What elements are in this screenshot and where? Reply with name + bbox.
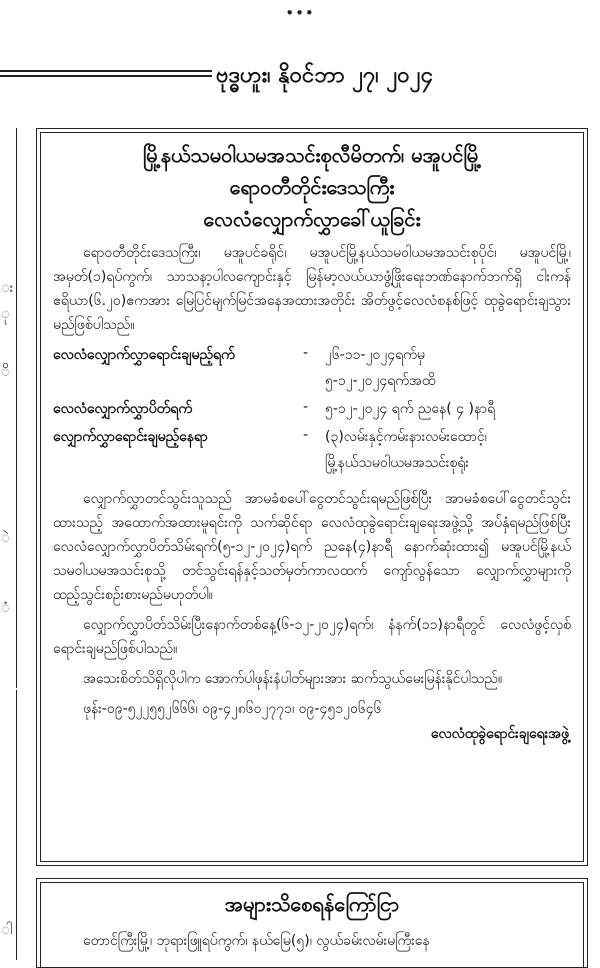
detail-label: လေလံလျှောက်လွှာရောင်းချမည့်ရက်	[53, 347, 235, 363]
detail-label: လျှောက်လွှာရောင်းချမည့်နေရာ	[53, 429, 208, 445]
left-column-fragment	[0, 690, 17, 960]
notice-title	[41, 139, 583, 235]
top-dots: •••	[285, 4, 315, 22]
left-column-fragment	[0, 128, 17, 688]
left-fragment: း	[1, 280, 14, 296]
tender-notice	[36, 128, 588, 866]
left-fragment: ု	[1, 306, 10, 322]
notice-body-paragraph: လျှောက်လွှာတင်သွင်းသူသည် အာမခံစပေါ်ငွေတင်သွင်းရမည်ဖြစ်ပြီး အာမခံစပေါ်ငွေတင်သွင်းထားသည့် အထောက်အထားမူရင်းကို သက်ဆိုင်ရာ လေလံထုခွဲရောင်းချရေးအဖွဲ့သို့ အပ်နှံရမည်ဖြစ်ပြီး လေလံလျှောက်လွှာပိတ်သိမ်းရက်(၅-၁၂-၂၀၂၄)ရက် ညနေ(၄)နာရီ နောက်ဆုံးထား၍ မအူပင်မြို့နယ်သမဝါယမအသင်းစုသို့ တင်သွင်းရန်နှင့်သတ်မှတ်ကာလထက် ကျော်လွန်သော လျှောက်လွှာများကိုထည့်သွင်းစဉ်းစားမည်မဟုတ်ပါ။	[53, 491, 571, 603]
detail-row	[53, 397, 571, 425]
header-rule	[0, 70, 212, 72]
notice-title-line: ရောဝတီတိုင်းဒေသကြီး	[229, 175, 395, 199]
notice-title-line: မြို့နယ်သမဝါယမအသင်းစုလီမိတက်၊ မအူပင်မြို့	[142, 143, 482, 167]
notice-body-paragraph: လျှောက်လွှာပိတ်သိမ်းပြီးနောက်တစ်နေ့(၆-၁၂-၂၀၂၄)ရက်၊ နံနက်(၁၁)နာရီတွင် လေလံဖွင့်လှစ် ရောင်းချမည်ဖြစ်ပါသည်။	[53, 617, 571, 657]
notice-body-paragraph: အသေးစိတ်သိရှိလိုပါက အောက်ပါဖုန်းနံပါတ်များအား ဆက်သွယ်မေးမြန်းနိုင်ပါသည်။	[83, 671, 503, 687]
header-rule	[0, 75, 212, 77]
public-notice-text: တောင်ကြီးမြို့၊ ဘုရားဖြူရပ်ကွက်၊ နယ်မြေ(၅)၊ လွယ်ခမ်းလမ်းမကြီးနေ	[83, 933, 430, 949]
contact-phones: ဖုန်း-၀၉-၅၂၂၅၅၂၆၆၆၊ ၀၉-၄၂၈၆၀၂၇၇၁၊ ၀၉-၄၅၁၂၀၆၄၆	[83, 701, 382, 717]
header-date: ဗုဒ္ဓဟူး၊ နိုဝင်ဘာ ၂၇၊ ၂၀၂၄	[216, 63, 433, 88]
detail-row	[53, 425, 571, 481]
left-fragment: ဲ	[1, 530, 10, 546]
detail-value: (၃)လမ်းနှင့်ကမ်းနားလမ်းထောင့်၊	[325, 429, 487, 445]
left-fragment: ါ	[1, 922, 13, 938]
public-notice	[36, 878, 588, 968]
left-fragment: ံ	[1, 600, 10, 616]
notice-title-line: လေလံလျှောက်လွှာခေါ်ယူခြင်း	[203, 207, 421, 231]
detail-value: ၂၆-၁၁-၂၀၂၄ရက်မှ	[325, 347, 425, 363]
notice-signature: လေလံထုခွဲရောင်းချရေးအဖွဲ့	[430, 726, 569, 742]
detail-dash: -	[303, 427, 309, 443]
detail-row	[53, 343, 571, 397]
public-notice-frame	[40, 882, 584, 967]
notice-intro: ရောဝတီတိုင်းဒေသကြီး၊ မအူပင်ခရိုင်၊ မအူပင်မြို့နယ်သမဝါယမအသင်းစုပိုင်၊ မအူပင်မြို့၊ အမှတ်(၁)ရပ်ကွက်၊ သာသနာ့ပါလကျောင်းနှင့် မြန်မာ့လယ်ယာဖွံ့ဖြိုးရေးဘဏ်နောက်ဘက်ရှိ ငါးကန်ဧရိယာ(၆.၂၀)ဧကအား မြေပြင်မျက်မြင်အနေအထားအတိုင်း အိတ်ဖွင့်လေလံစနစ်ဖြင့် ထုခွဲရောင်းချသွားမည်ဖြစ်ပါသည်။	[53, 245, 571, 333]
detail-value-2: ၅-၁၂-၂၀၂၄ရက်အထိ	[325, 373, 436, 389]
detail-dash: -	[303, 345, 309, 361]
tender-notice-frame	[40, 132, 584, 862]
detail-dash: -	[303, 399, 309, 415]
page-header	[0, 58, 600, 96]
detail-value: ၅-၁၂-၂၀၂၄ ရက် ညနေ( ၄ )နာရီ	[325, 401, 495, 417]
detail-value-2: မြို့နယ်သမဝါယမအသင်းစုရုံး	[325, 455, 469, 471]
public-notice-title: အများသိစေရန်ကြော်ငြာ	[224, 892, 400, 916]
left-fragment: ိ	[1, 364, 10, 380]
detail-label: လေလံလျှောက်လွှာပိတ်ရက်	[53, 401, 193, 417]
